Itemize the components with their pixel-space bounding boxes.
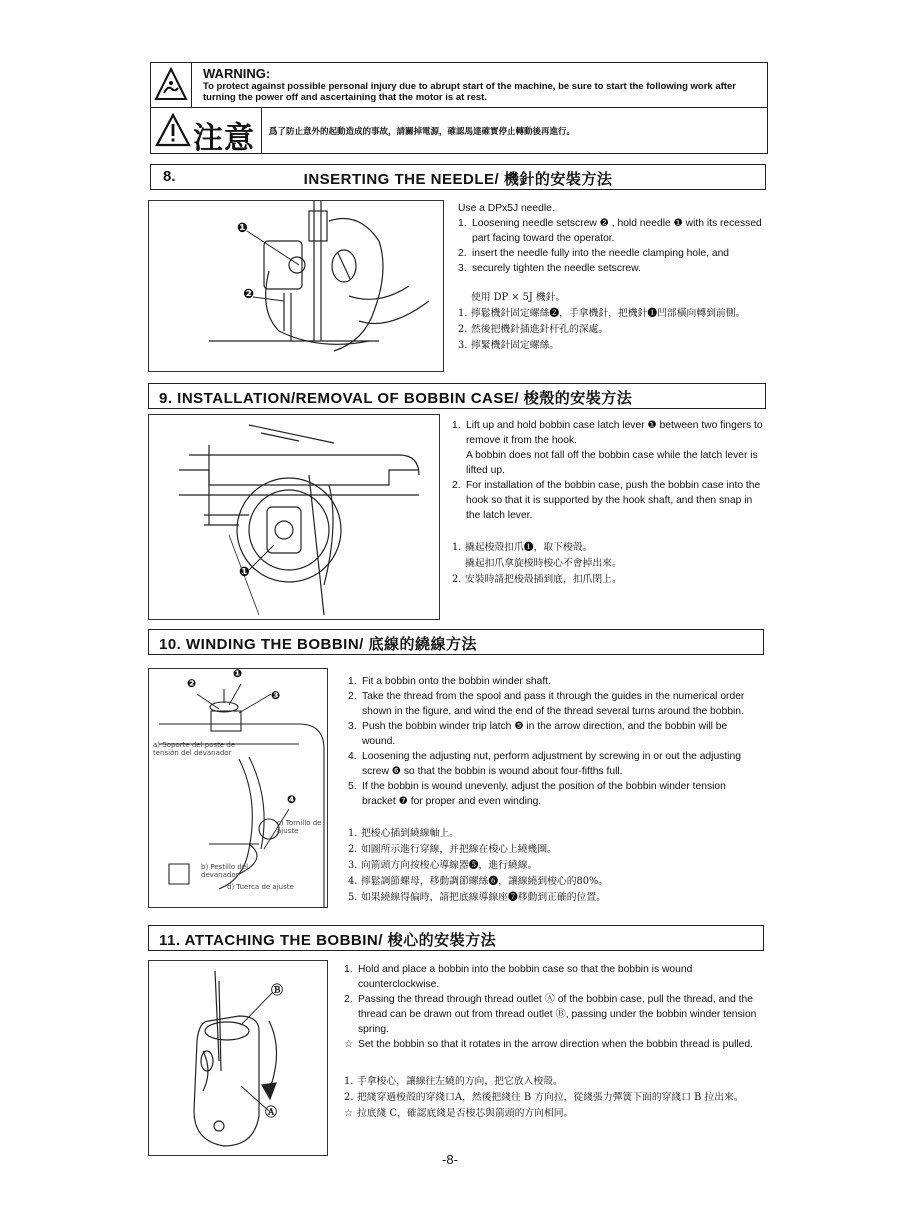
needle-illustration: [149, 201, 443, 371]
winding-fig-label-2: ❷: [187, 677, 197, 690]
section-9-header: [148, 383, 766, 409]
caution-triangle-icon: [155, 113, 191, 147]
warning-triangle-icon: [151, 63, 191, 107]
section-8-intro: Use a DPx5J needle.: [458, 203, 555, 214]
section-10-cn-step-1: 1. 把梭心插到繞線軸上。: [348, 828, 459, 839]
section-10-cn-step-3: 3. 向箭頭方向按梭心導線器❺，進行繞線。: [348, 860, 538, 871]
winding-fig-label-3: ❸: [271, 689, 281, 702]
section-8-step-1: 1. Loosening needle setscrew ❷ , hold needle ❶ with its recessed part facing toward the operator.: [458, 218, 762, 244]
needle-fig-label-1: ❶: [237, 221, 249, 236]
attach-bobbin-illustration: [149, 961, 327, 1155]
section-8-number: 8.: [163, 168, 176, 185]
winding-fig-label-4: ❹: [287, 793, 297, 806]
needle-figure: [148, 200, 444, 372]
section-11-english: [344, 962, 760, 1052]
section-10-english: [348, 674, 760, 809]
warning-title: WARNING:: [203, 66, 271, 81]
attach-bobbin-figure: [148, 960, 328, 1156]
winding-fig-caption-d: d) Tuerca de ajuste: [227, 883, 294, 891]
section-9-cn-note: 撬起扣爪拿旋梭時梭心不會掉出來。: [465, 558, 622, 569]
section-8-header: [150, 164, 766, 190]
bobbin-case-fig-label-1: ❶: [239, 565, 251, 580]
section-8-cn-intro: 使用 DP × 5J 機針。: [471, 292, 566, 303]
section-10-step-2: 2. Take the thread from the spool and pass it through the guides in the numerical order shown in the figure, and wind the end of the thread several turns around the bobbin.: [348, 691, 745, 717]
cn-warning-cell: [151, 107, 262, 156]
section-8-step-3: 3. securely tighten the needle setscrew.: [458, 263, 641, 274]
bobbin-case-illustration: [149, 415, 439, 619]
attach-fig-label-a: Ⓐ: [265, 1105, 278, 1119]
section-11-chinese: [344, 1074, 754, 1122]
section-11-cn-step-2: 2. 把綫穿過梭殻的穿綫口A，然後把綫往 B 方向拉，從綫張力彈簧下面的穿綫口 B 拉出來。: [344, 1092, 744, 1103]
cn-warning-label: 注意: [193, 121, 255, 156]
section-9-note: A bobbin does not fall off the bobbin case while the latch lever is lifted up.: [466, 450, 758, 476]
section-8-cn-step-1: 1. 擰鬆機針固定螺絲❷，手拿機針，把機針❶凹部橫向轉到前側。: [458, 308, 746, 319]
section-8-step-2: 2. insert the needle fully into the needle clamping hole, and: [458, 248, 730, 259]
section-9-chinese: [452, 540, 752, 588]
section-9-step-2: 2. For installation of the bobbin case, push the bobbin case into the hook so that it is supported by the hook shaft, and then snap in the latch lever.: [452, 480, 761, 521]
needle-fig-label-2: ❷: [243, 287, 255, 302]
section-9-cn-step-1: 1. 撬起梭殼扣爪❶，取下梭殼。: [452, 542, 593, 553]
section-11-header: [148, 925, 764, 951]
section-10-step-3: 3. Push the bobbin winder trip latch ❺ in the arrow direction, and the bobbin will be wound.: [348, 721, 728, 747]
section-11-step-1: 1. Hold and place a bobbin into the bobbin case so that the bobbin is wound counterclockwise.: [344, 964, 693, 990]
section-10-header: [148, 629, 764, 655]
section-8-chinese: [458, 290, 758, 354]
winding-figure: [148, 668, 328, 908]
section-11-star-note: ☆ Set the bobbin so that it rotates in the arrow direction when the bobbin thread is pulled.: [344, 1039, 753, 1050]
section-8-english: [458, 201, 768, 276]
warning-box: [150, 62, 768, 154]
warning-text: To protect against possible personal injury due to abrupt start of the machine, be sure to start the following work after turning the power off and ascertaining that the motor is at rest.: [203, 81, 736, 103]
warning-icon-cell: [151, 63, 192, 107]
section-11-cn-star-note: ☆ 拉底綫 C，確認底綫是否梭芯與箭頭的方向相同。: [344, 1108, 574, 1119]
section-11-step-2: 2. Passing the thread through thread outlet Ⓐ of the bobbin case, pull the thread, and the thread can be drawn out from thread outlet Ⓑ, passing under the bobbin winder tension spring.: [344, 994, 757, 1035]
section-10-step-4: 4. Loosening the adjusting nut, perform adjustment by screwing in or out the adjusting screw ❻ so that the bobbin is wound about four-fifths full.: [348, 751, 741, 777]
winding-fig-caption-a: a) Soporte del poste de tensión del devanador: [153, 741, 236, 757]
section-10-cn-step-4: 4. 擰鬆調節螺母，移動調節螺絲❻，讓線繞到梭心的80%。: [348, 876, 609, 887]
bobbin-case-figure: [148, 414, 440, 620]
section-9-english: [452, 418, 764, 523]
section-10-chinese: [348, 826, 760, 906]
section-9-step-1: 1. Lift up and hold bobbin case latch lever ❶ between two fingers to remove it from the hook.: [452, 420, 763, 446]
section-10-cn-step-2: 2. 如圖所示進行穿線，并把線在梭心上繞幾圈。: [348, 844, 557, 855]
section-8-cn-step-2: 2. 然後把機針插進針杆孔的深處。: [458, 324, 609, 335]
section-10-cn-step-5: 5. 如果繞線得偏時，請把底線導線座❼移動到正確的位置。: [348, 892, 606, 903]
cn-warning-text: 爲了防止意外的起動造成的事故，請關掉電源，確認馬達確實停止轉動後再進行。: [269, 127, 576, 137]
section-8-cn-step-3: 3. 擰緊機針固定螺絲。: [458, 340, 560, 351]
attach-fig-label-b: Ⓑ: [271, 983, 284, 997]
section-11-title: 11. ATTACHING THE BOBBIN/ 梭心的安裝方法: [159, 932, 497, 949]
section-8-title: INSERTING THE NEEDLE/ 機針的安裝方法: [303, 171, 613, 188]
winding-fig-caption-b: b) Pestillo del devanador: [201, 863, 249, 879]
section-9-title: 9. INSTALLATION/REMOVAL OF BOBBIN CASE/ 梭殼的安裝方法: [159, 390, 633, 407]
section-10-title: 10. WINDING THE BOBBIN/ 底線的繞線方法: [159, 636, 478, 653]
winding-fig-label-1: ❶: [233, 667, 243, 680]
winding-fig-caption-c: c) Tornillo de ajuste: [277, 819, 322, 835]
section-9-cn-step-2: 2. 安裝時請把梭殼插到底，扣爪閉上。: [452, 574, 622, 585]
section-11-cn-step-1: 1. 手拿梭心，讓線往左繞的方向，把它放入梭殼。: [344, 1076, 563, 1087]
page-number: -8-: [442, 1152, 458, 1167]
section-10-step-5: 5. If the bobbin is wound unevenly, adjust the position of the bobbin winder tension bracket ❼ for proper and even winding.: [348, 781, 726, 807]
section-10-step-1: 1. Fit a bobbin onto the bobbin winder shaft.: [348, 676, 551, 687]
